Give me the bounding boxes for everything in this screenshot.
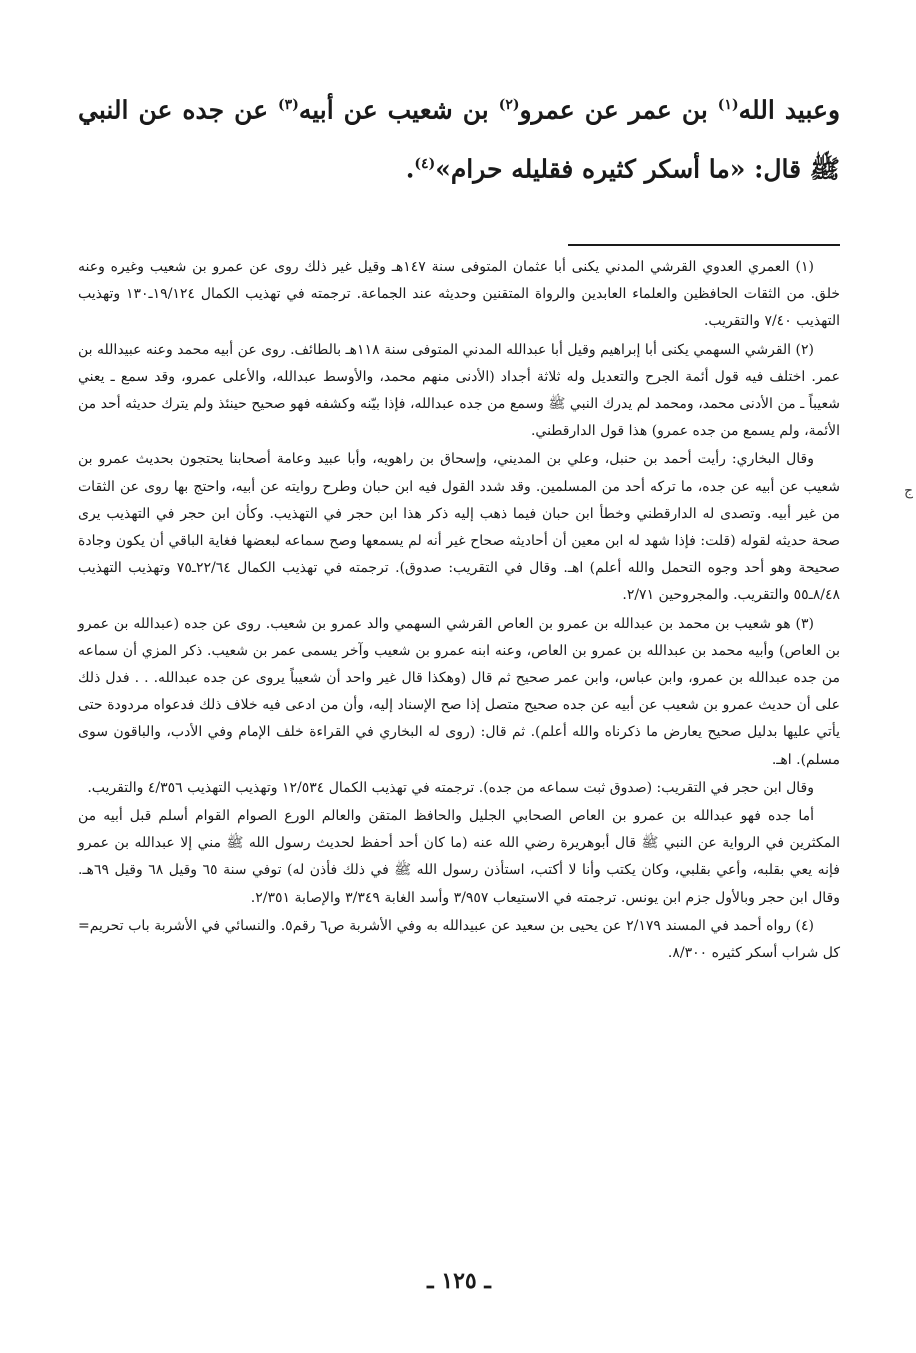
footnote-ref[interactable]: (٤): [414, 156, 436, 173]
main-text-part: وعبيد الله: [738, 95, 841, 125]
footnote-4: (٤) رواه أحمد في المسند ٢/١٧٩ عن يحيى بن سعيد عن عبيدالله به وفي الأشربة ص٦ رقم٥. والنسائي في الأشربة باب تحريم كل شراب أسكر كثيره ٨/٣٠٠.: [89, 917, 840, 962]
margin-mark: ج: [904, 483, 914, 499]
page-number: ـ ١٢٥ ـ: [427, 1268, 491, 1294]
main-text: [78, 78, 840, 197]
footnote-ref[interactable]: (٣): [278, 97, 299, 113]
main-text-part: .: [405, 154, 415, 184]
continuation-mark: =: [78, 917, 90, 934]
footnote-1: (١) العمري العدوي القرشي المدني يكنى أبا عثمان المتوفى سنة ١٤٧هـ وقيل غير ذلك روى عن عمرو بن شعيب وغيره وعنه خلق. من الثقات الحافظين والعلماء العابدين والرواة المتقنين وحديثه عند الجماعة. ترجمته في تهذيب الكمال ١٩/١٢٤ـ١٣٠ وتهذيب التهذيب ٧/٤٠ والتقريب.: [78, 259, 840, 330]
main-text-part: بن شعيب عن أبيه: [298, 95, 499, 125]
main-text-part: عن جده عن النبي ﷺ قال: «ما أسكر كثيره فقليله حرام»: [78, 95, 840, 184]
footnote-3-continued: وقال ابن حجر في التقريب: (صدوق ثبت سماعه من جده). ترجمته في تهذيب الكمال ١٢/٥٣٤ وتهذيب التهذيب ٤/٣٥٦ والتقريب.: [87, 779, 814, 796]
footnote-2: (٢) القرشي السهمي يكنى أبا إبراهيم وقيل أبا عبدالله المدني المتوفى سنة ١١٨هـ بالطائف. روى عن أبيه محمد وعنه عبيدالله بن عمر. اختلف فيه قول أئمة الجرح والتعديل وله ثلاثة أجداد (الأدنى منهم محمد، والأوسط عبدالله، والأعلى عمرو، وقد سمع ـ يعني شعيباً ـ من الأدنى محمد، ومحمد لم يدرك النبي ﷺ وسمع من جده عبدالله، فإذا بيّنه وكشفه فهو صحيح حينئذ ولم يترك حديثه أحد من الأئمة، ولم يسمع من جده عمرو) هذا قول الدارقطني.: [78, 341, 840, 440]
footnotes: [78, 254, 840, 968]
footnote-ref[interactable]: (١): [717, 97, 739, 113]
footnote-ref[interactable]: (٢): [498, 97, 520, 113]
page-body: [78, 78, 841, 1294]
main-text-part: بن عمر عن عمرو: [519, 95, 718, 125]
footnote-divider: [568, 244, 840, 246]
footnote-2-continued: وقال البخاري: رأيت أحمد بن حنبل، وعلي بن المديني، وإسحاق بن راهويه، وأبا عبيد وعامة أصحابنا يحتجون بحديث عمرو بن شعيب عن أبيه عن جده، ما تركه أحد من المسلمين. وقد شدد القول فيه ابن حبان وطرح روايته عن أبيه، واحتج بها روى عن الثقات من غير أبيه. وتصدى له الدارقطني وخطأ ابن حبان فيما ذهب إليه ذكر هذا ابن حجر في التهذيب. وكأن ابن حجر في التهذيب يرى صحة حديثه لقوله (قلت: فإذا شهد له ابن معين أن أحاديثه صحاح غير أنه لم يسمعها وصح سماعه لبعضها فغاية الباقي أن يكون وجادة صحيحة وهو أحد وجوه التحمل والله أعلم) اهـ. وقال في التقريب: صدوق). ترجمته في تهذيب الكمال ٢٢/٦٤ـ٧٥ وتهذيب التهذيب ٨/٤٨ـ٥٥ والتقريب. والمجروحين ٢/٧١.: [78, 451, 841, 604]
footnote-3: (٣) هو شعيب بن محمد بن عبدالله بن عمرو بن العاص القرشي السهمي والد عمرو بن شعيب. روى عن جده (عبدالله بن عمرو بن العاص) وأبيه محمد بن عبدالله بن عمرو بن العاص، وعنه ابنه عمرو بن شعيب وآخر يسمى عمر بن شعيب. ذكر المزي أن سماعه من جده عبدالله بن عمرو، وابن عباس، وابن عمر صحيح ثم قال (وهكذا قال غير واحد أن شعيباً يروى عن جده عبدالله. . . فدل ذلك على أن حديث عمرو بن شعيب عن أبيه عن جده صحيح متصل إذا صح الإسناد إليه، وأن من ادعى فيه خلاف ذلك فدعواه مردودة حتى يأتي عليها بدليل صحيح يعارض ما ذكرناه والله أعلم). ثم قال: (روى له البخاري في القراءة خلف الإمام وفي الأدب، والباقون سوى مسلم). اهـ.: [78, 615, 840, 768]
footnote-3-grandfather: أما جده فهو عبدالله بن عمرو بن العاص الصحابي الجليل والحافظ المتقن والعالم الورع الصوام القوام أسلم قبل أبيه من المكثرين في الرواية عن النبي ﷺ قال أبوهريرة رضي الله عنه (ما كان أحد أحفظ لحديث رسول الله ﷺ مني إلا عبدالله بن عمرو فإنه يعي بقلبه، وأعي بقلبي، وكان يكتب وأنا لا أكتب، استأذن رسول الله ﷺ في ذلك فأذن له) توفي سنة ٦٥ وقيل ٦٨ وقيل ٦٩هـ. وقال ابن حجر وبالأول جزم ابن يونس. ترجمته في الاستيعاب ٣/٩٥٧ وأسد الغابة ٣/٣٤٩ والإصابة ٢/٣٥١.: [78, 808, 840, 906]
